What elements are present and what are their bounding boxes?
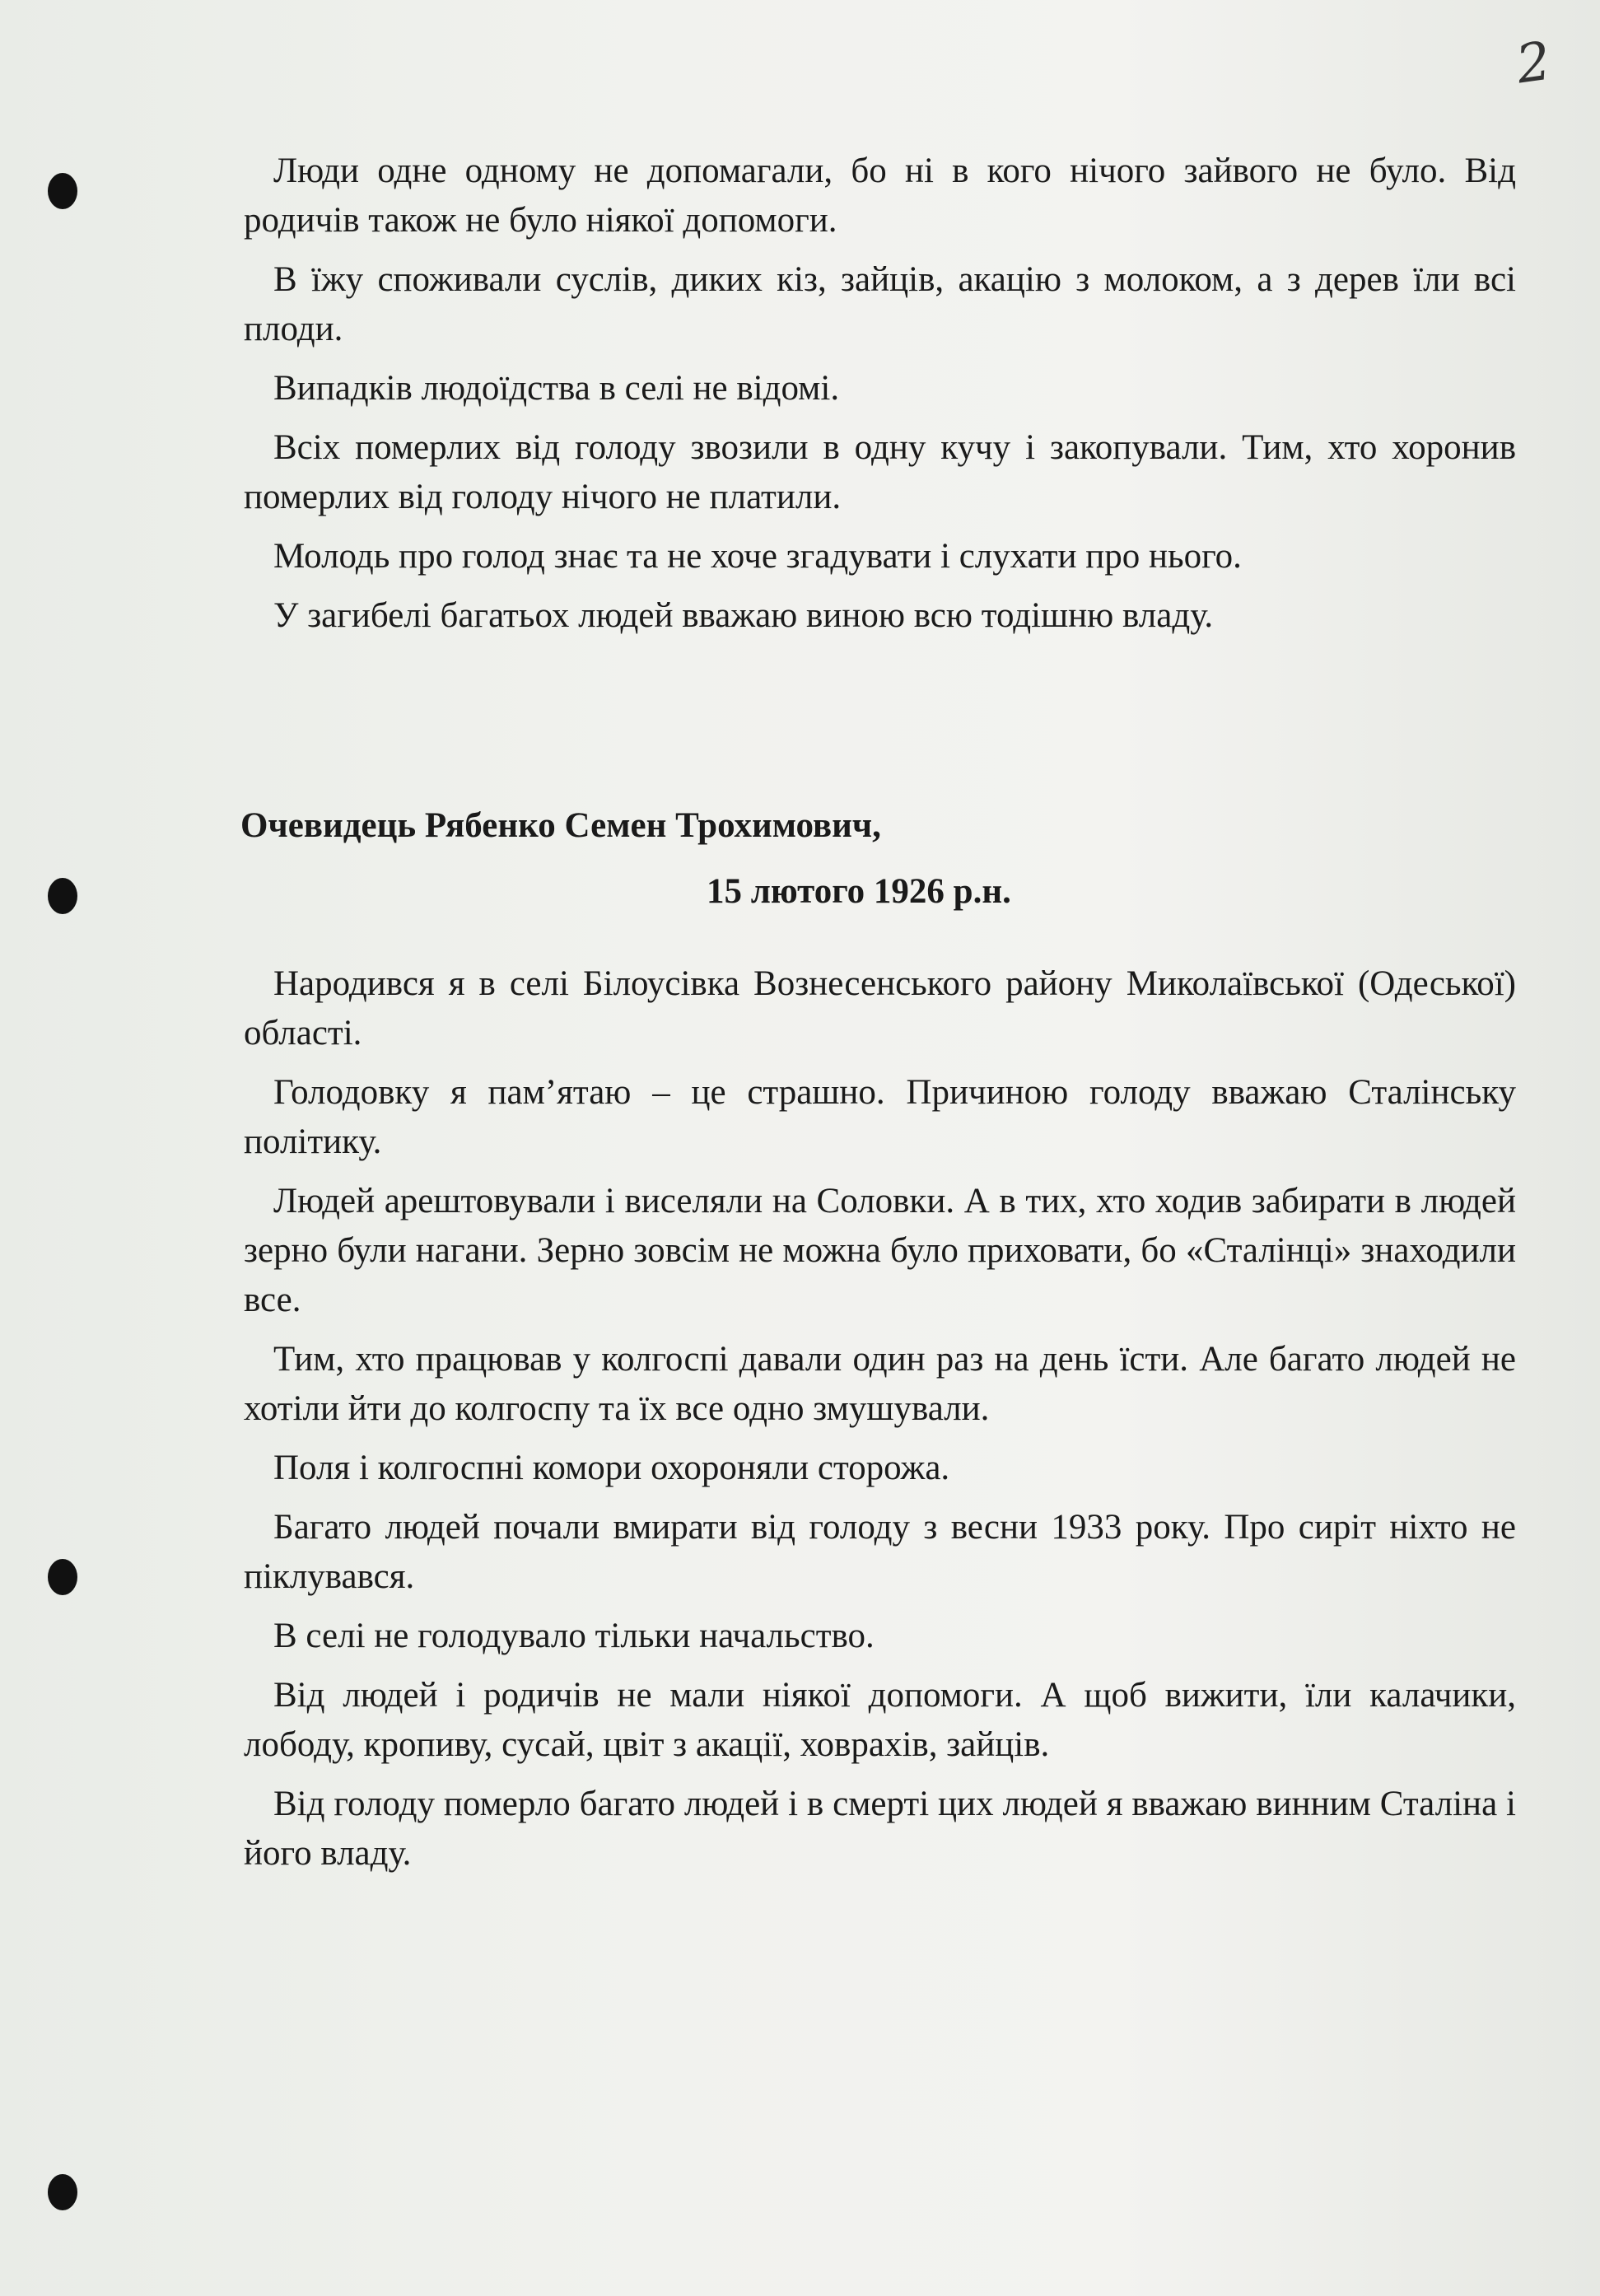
paragraph: Від людей і родичів не мали ніякої допомоги. А щоб вижити, їли калачики, лободу, кропиву, сусай, цвіт з акації, ховрахів, зайців. <box>244 1676 1516 1764</box>
paragraph: Молодь про голод знає та не хоче згадувати і слухати про нього. <box>273 537 1242 576</box>
paragraph: Люди одне одному не допомагали, бо ні в кого нічого зайвого не було. Від родичів також не було ніякої допомоги. <box>244 152 1516 240</box>
paragraph: Від голоду померло багато людей і в смерті цих людей я вважаю винним Сталіна і його владу. <box>244 1785 1516 1873</box>
paragraph: Багато людей почали вмирати від голоду з весни 1933 року. Про сиріт ніхто не піклувався. <box>244 1508 1516 1596</box>
paragraph: Всіх померлих від голоду звозили в одну кучу і закопували. Тим, хто хоронив померлих від голоду нічого не платили. <box>244 428 1516 516</box>
section-witness-testimony <box>244 959 1516 1888</box>
punch-hole <box>48 1559 77 1595</box>
punch-hole <box>48 2174 77 2210</box>
paragraph: Голодовку я пам’ятаю – це страшно. Причиною голоду вважаю Сталінську політику. <box>244 1073 1516 1161</box>
paragraph: В їжу споживали суслів, диких кіз, зайців, акацію з молоком, а з дерев їли всі плоди. <box>244 260 1516 348</box>
section-previous-testimony <box>244 147 1516 651</box>
paragraph: Випадків людоїдства в селі не відомі. <box>273 369 840 408</box>
punch-hole <box>48 878 77 914</box>
paragraph: В селі не голодувало тільки начальство. <box>273 1617 875 1655</box>
paragraph: Тим, хто працював у колгоспі давали один раз на день їсти. Але багато людей не хотіли йти до колгоспу та їх все одно змушували. <box>244 1340 1516 1428</box>
witness-birth-date: 15 лютого 1926 р.н. <box>707 872 1011 911</box>
witness-heading: Очевидець Рябенко Семен Трохимович, <box>240 806 881 845</box>
paragraph: Народився я в селі Білоусівка Вознесенського району Миколаївської (Одеської) області. <box>244 964 1516 1052</box>
paragraph: Поля і колгоспні комори охороняли сторожа. <box>273 1449 950 1487</box>
paragraph: Людей арештовували і виселяли на Соловки. А в тих, хто ходив забирати в людей зерно були нагани. Зерно зовсім не можна було приховати, бо «Сталінці» знаходили все. <box>244 1182 1516 1319</box>
handwritten-page-number: 2 <box>1513 30 1555 96</box>
punch-hole <box>48 173 77 209</box>
paragraph: У загибелі багатьох людей вважаю виною всю тодішню владу. <box>273 596 1214 635</box>
